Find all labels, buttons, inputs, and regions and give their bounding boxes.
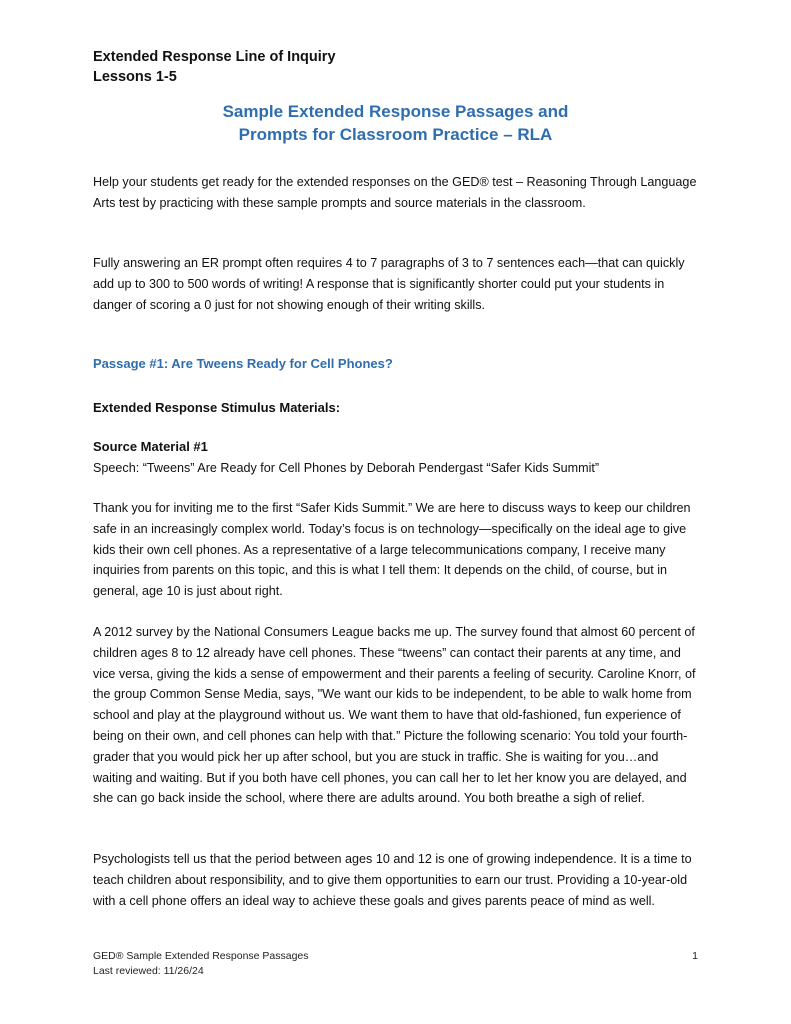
source-material-label: Source Material #1 — [93, 439, 208, 454]
page-footer — [93, 949, 698, 979]
passage-paragraph-3: Psychologists tell us that the period between ages 10 and 12 is one of growing independence. It is a time to teach children about responsibility, and to give them opportunities to earn our trust. Providing a 10-year-old with a cell phone offers an ideal way to achieve these goals and gives parents peace of mind as well. — [93, 852, 692, 908]
passage-paragraph-2: A 2012 survey by the National Consumers League backs me up. The survey found that almost 60 percent of children ages 8 to 12 already have cell phones. These “tweens” can contact their parents at any time, and vice versa, giving the kids a sense of empowerment and their parents a feeling of security. Caroline Knorr, of the group Common Sense Media, says, "We want our kids to be independent, to be able to walk home from school and play at the playground without us. We want them to have that old-fashioned, fun experience of being on their own, and cell phones can help with that.” Picture the following scenario: You told your fourth-grader that you would pick her up after school, but you are stuck in traffic. She is waiting for you…and waiting and waiting. But if you both have cell phones, you can call her to let her know you are delayed, and she can go back inside the school, where there are adults around. You both breathe a sigh of relief. — [93, 625, 696, 806]
intro-paragraph-1: Help your students get ready for the extended responses on the GED® test – Reasoning Through Language Arts test by practicing with these sample prompts and source materials in the classroom. — [93, 175, 697, 210]
footer-reviewed-date: Last reviewed: 11/26/24 — [93, 965, 204, 977]
header-lessons: Lessons 1-5 — [93, 69, 177, 85]
passage-paragraph-1: Thank you for inviting me to the first “Safer Kids Summit.” We are here to discuss ways to keep our children safe in an increasingly complex world. Today’s focus is on technology—specifically on the ideal age to give kids their own cell phones. As a representative of a large telecommunications company, I receive many inquiries from parents on this topic, and this is what I tell them: It depends on the child, of course, but in general, age 10 is just about right. — [93, 501, 691, 599]
stimulus-label: Extended Response Stimulus Materials: — [93, 400, 341, 415]
passage-heading: Passage #1: Are Tweens Ready for Cell Phones? — [93, 356, 393, 371]
intro-paragraph-2: Fully answering an ER prompt often requires 4 to 7 paragraphs of 3 to 7 sentences each—that can quickly add up to 300 to 500 words of writing! A response that is significantly shorter could put your students in danger of scoring a 0 just for not showing enough of their writing skills. — [93, 256, 685, 312]
speech-line: Speech: “Tweens” Are Ready for Cell Phones by Deborah Pendergast “Safer Kids Summit” — [93, 461, 600, 475]
page-title — [93, 100, 698, 146]
header-title: Extended Response Line of Inquiry — [93, 49, 336, 65]
title-line-2: Prompts for Classroom Practice – RLA — [238, 125, 553, 144]
footer-page-number: 1 — [692, 950, 698, 962]
title-line-1: Sample Extended Response Passages and — [222, 102, 569, 121]
document-header — [93, 47, 693, 87]
footer-doc-name: GED® Sample Extended Response Passages — [93, 950, 309, 962]
